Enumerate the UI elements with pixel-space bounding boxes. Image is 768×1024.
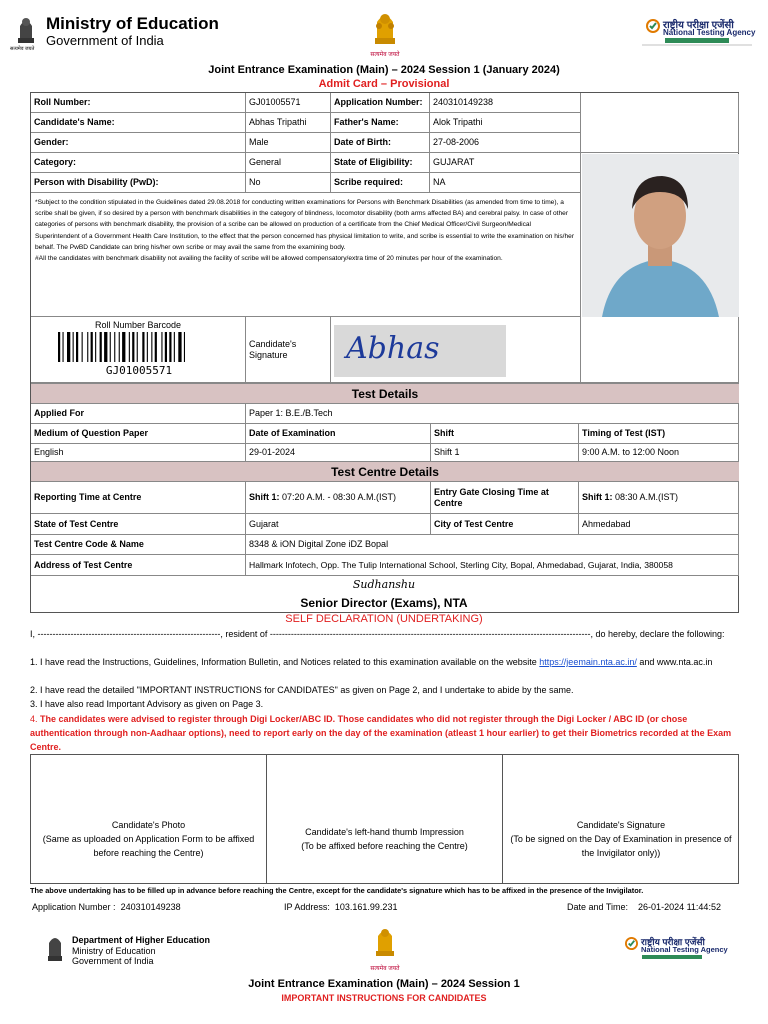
- roll-number-value: GJ01005571: [246, 93, 331, 113]
- nta-english-name: National Testing Agency: [663, 28, 756, 37]
- pwd-label: Person with Disability (PwD):: [31, 173, 246, 193]
- dob-value: 27-08-2006: [430, 133, 581, 153]
- signature-label: Candidate's Signature: [246, 317, 331, 383]
- reporting-time-cell: [246, 482, 431, 514]
- scribe-value: NA: [430, 173, 581, 193]
- centre-code-value: 8348 & iON Digital Zone iDZ Bopal: [246, 535, 739, 555]
- declaration-point-3: 3. I have also read Important Advisory as given on Page 3.: [30, 699, 264, 709]
- declaration-point-4-text: The candidates were advised to register through Digi Locker/ABC ID. Those candidates who did not register through the Digi Locker / ABC ID (or chose authentication through non-Aadhaar options), need to report early on the day of the examination (atleast 1 hour earlier) to get their Biometrics recorded at the Exam Centre.: [30, 714, 732, 752]
- page2-national-emblem: [370, 924, 400, 964]
- footer-datetime-value: 26-01-2024 11:44:52: [638, 902, 721, 912]
- director-signature: Sudhanshu: [352, 578, 416, 591]
- application-number-value: 240310149238: [430, 93, 581, 113]
- barcode-text: GJ01005571: [105, 364, 173, 377]
- page2-nta-strip: [642, 955, 702, 959]
- gate-closing-value: 08:30 A.M.(IST): [612, 492, 679, 502]
- centre-city-label: City of Test Centre: [431, 514, 579, 535]
- page2-emblem-motto: सत्यमेव जयते: [370, 966, 400, 972]
- centre-state-value: Gujarat: [246, 514, 431, 535]
- ministry-subtitle: Government of India: [46, 33, 164, 48]
- declaration-point-4-number: 4.: [30, 714, 41, 724]
- gate-closing-label: Entry Gate Closing Time at Centre: [431, 482, 579, 514]
- timing-label: Timing of Test (IST): [579, 424, 739, 444]
- shift-value: Shift 1: [431, 444, 579, 462]
- declaration-point-1-text: 1. I have read the Instructions, Guidelines, Information Bulletin, and Notices related to this examination available on the website: [30, 657, 540, 667]
- candidate-name-label: Candidate's Name:: [31, 113, 246, 133]
- photo-footer-space: [581, 317, 739, 383]
- candidate-photo-box-text: Candidate's Photo (Same as uploaded on Application Form to be affixed before reaching the Centre): [42, 820, 255, 858]
- national-emblem-logo: [368, 8, 402, 54]
- scribe-guidelines-note: [31, 193, 581, 317]
- footer-datetime: [567, 902, 721, 912]
- centre-city-value: Ahmedabad: [579, 514, 739, 535]
- declaration-point-1-tail: and www.nta.ac.in: [636, 657, 713, 667]
- reporting-time-value: 07:20 A.M. - 08:30 A.M.(IST): [279, 492, 397, 502]
- declaration-point-2: 2. I have read the detailed "IMPORTANT INSTRUCTIONS for CANDIDATES" as given on Page 2, and I undertake to abide by the same.: [30, 685, 574, 695]
- test-centre-header: Test Centre Details: [31, 461, 739, 482]
- footer-application-label: Application Number :: [32, 902, 116, 912]
- gate-closing-cell: [579, 482, 739, 514]
- footer-ip: [284, 902, 397, 912]
- thumb-impression-box: [267, 755, 503, 883]
- medium-value: English: [31, 444, 246, 462]
- exam-title: Joint Entrance Examination (Main) – 2024 Session 1 (January 2024): [208, 64, 560, 76]
- candidate-signature-box: [503, 755, 739, 883]
- undertaking-footnote: The above undertaking has to be filled up in advance before reaching the Centre, except for the candidate's signature which has to be affixed in the presence of the Invigilator.: [30, 886, 644, 895]
- admit-card-title: Admit Card – Provisional: [318, 78, 450, 90]
- candidate-photo-box: [31, 755, 267, 883]
- dhe-ministry: Ministry of Education: [72, 946, 156, 956]
- declaration-point-4: [30, 712, 740, 754]
- nta-hindi-name: राष्ट्रीय परीक्षा एजेंसी: [663, 20, 734, 31]
- declaration-point-1: [30, 656, 740, 668]
- emblem-motto: सत्यमेव जयते: [370, 52, 400, 58]
- director-title: Senior Director (Exams), NTA: [300, 596, 468, 610]
- page2-exam-title: Joint Entrance Examination (Main) – 2024 Session 1: [248, 978, 520, 990]
- father-name-value: Alok Tripathi: [430, 113, 581, 133]
- page2-instructions-title: IMPORTANT INSTRUCTIONS FOR CANDIDATES: [281, 993, 487, 1003]
- self-declaration-heading: SELF DECLARATION (UNDERTAKING): [285, 613, 483, 625]
- timing-value: 9:00 A.M. to 12:00 Noon: [579, 444, 739, 462]
- footer-application: [32, 902, 181, 912]
- pwd-value: No: [246, 173, 331, 193]
- category-label: Category:: [31, 153, 246, 173]
- nta-logo: [646, 19, 660, 33]
- scribe-label: Scribe required:: [331, 173, 430, 193]
- centre-code-label: Test Centre Code & Name: [31, 535, 246, 555]
- roll-number-label: Roll Number:: [31, 93, 246, 113]
- exam-date-label: Date of Examination: [246, 424, 431, 444]
- category-value: General: [246, 153, 331, 173]
- dhe-emblem: [44, 930, 66, 964]
- nta-tagline-strip: [665, 38, 729, 43]
- medium-label: Medium of Question Paper: [31, 424, 246, 444]
- footer-application-value: 240310149238: [120, 902, 181, 912]
- centre-address-value: Hallmark Infotech, Opp. The Tulip International School, Sterling City, Bopal, Ahmedabad, Gujarat, India, 380058: [246, 555, 739, 576]
- footer-datetime-label: Date and Time:: [567, 902, 629, 912]
- applied-for-label: Applied For: [31, 404, 246, 424]
- gate-shift: Shift 1:: [582, 492, 613, 502]
- roll-barcode: [56, 332, 222, 362]
- father-name-label: Father's Name:: [331, 113, 430, 133]
- shift-label: Shift: [431, 424, 579, 444]
- application-number-label: Application Number:: [331, 93, 430, 113]
- applied-for-value: Paper 1: B.E./B.Tech: [246, 404, 739, 424]
- candidate-name-value: Abhas Tripathi: [246, 113, 331, 133]
- undertaking-boxes: [30, 754, 739, 884]
- dhe-govt: Government of India: [72, 956, 154, 966]
- gender-label: Gender:: [31, 133, 246, 153]
- centre-address-label: Address of Test Centre: [31, 555, 246, 576]
- emblem-caption: सत्यमेव जयते: [10, 46, 35, 52]
- photo-header-space: [581, 93, 739, 153]
- candidate-photo: [582, 154, 739, 317]
- page2-nta-english: National Testing Agency: [641, 945, 728, 954]
- scribe-note-text: *Subject to the condition stipulated in the Guidelines dated 29.08.2018 for conducting written examinations for Persons with Benchmark Disabilities (as amended from time to time), a scribe shall be given, if so desired by a person with benchmark disabilities in the category of blindness, locomotor disability (both arms affected BA) and cerebral palsy. In case of other categories of persons with benchmark disability, the provision of a scribe can be allowed on production of a certificate from the Chief Medical Officer/Civil Surgeon/Medical Superintendent of a Government Health Care Institution, to the effect that the person concerned has physical limitation to write, and scribe is essential to write the examination on his/her behalf. The PwBD Candidate can bring his/her own scribe or may avail the same from the examining body.: [35, 199, 575, 251]
- centre-state-label: State of Test Centre: [31, 514, 246, 535]
- candidate-signature-box-text: Candidate's Signature (To be signed on the Day of Examination in presence of the Invigilator only)): [510, 820, 732, 858]
- nta-divider: [642, 44, 752, 46]
- thumb-impression-box-text: Candidate's left-hand thumb Impression (To be affixed before reaching the Centre): [301, 827, 468, 851]
- state-eligibility-label: State of Eligibility:: [331, 153, 430, 173]
- page2-nta-logo: [625, 937, 638, 950]
- exam-date-value: 29-01-2024: [246, 444, 431, 462]
- footer-ip-value: 103.161.99.231: [334, 902, 398, 912]
- ministry-title: Ministry of Education: [46, 14, 219, 33]
- compensatory-time-note: #All the candidates with benchmark disability not availing the facility of scribe will be allowed compensatory/extra time of 20 minutes per hour of the examination.: [35, 255, 503, 263]
- gender-value: Male: [246, 133, 331, 153]
- reporting-shift: Shift 1:: [249, 492, 280, 502]
- candidate-signature-image: [334, 325, 506, 377]
- signature-handwriting: Abhas: [346, 331, 440, 366]
- dhe-title: Department of Higher Education: [72, 935, 211, 945]
- reporting-time-label: Reporting Time at Centre: [31, 482, 246, 514]
- dob-label: Date of Birth:: [331, 133, 430, 153]
- ministry-emblem: [12, 12, 40, 46]
- state-eligibility-value: GUJARAT: [430, 153, 581, 173]
- jeemain-website-link[interactable]: https://jeemain.nta.ac.in/: [539, 657, 637, 667]
- barcode-label: Roll Number Barcode: [94, 320, 182, 330]
- declaration-intro: I, -------------------------------------------------------------, resident of -----------------------------------------------------------------------------------------------------------, do hereby, declare the following:: [30, 629, 725, 639]
- page2-nta-hindi: राष्ट्रीय परीक्षा एजेंसी: [641, 937, 705, 947]
- test-details-header: Test Details: [31, 383, 739, 404]
- footer-ip-label: IP Address:: [284, 902, 330, 912]
